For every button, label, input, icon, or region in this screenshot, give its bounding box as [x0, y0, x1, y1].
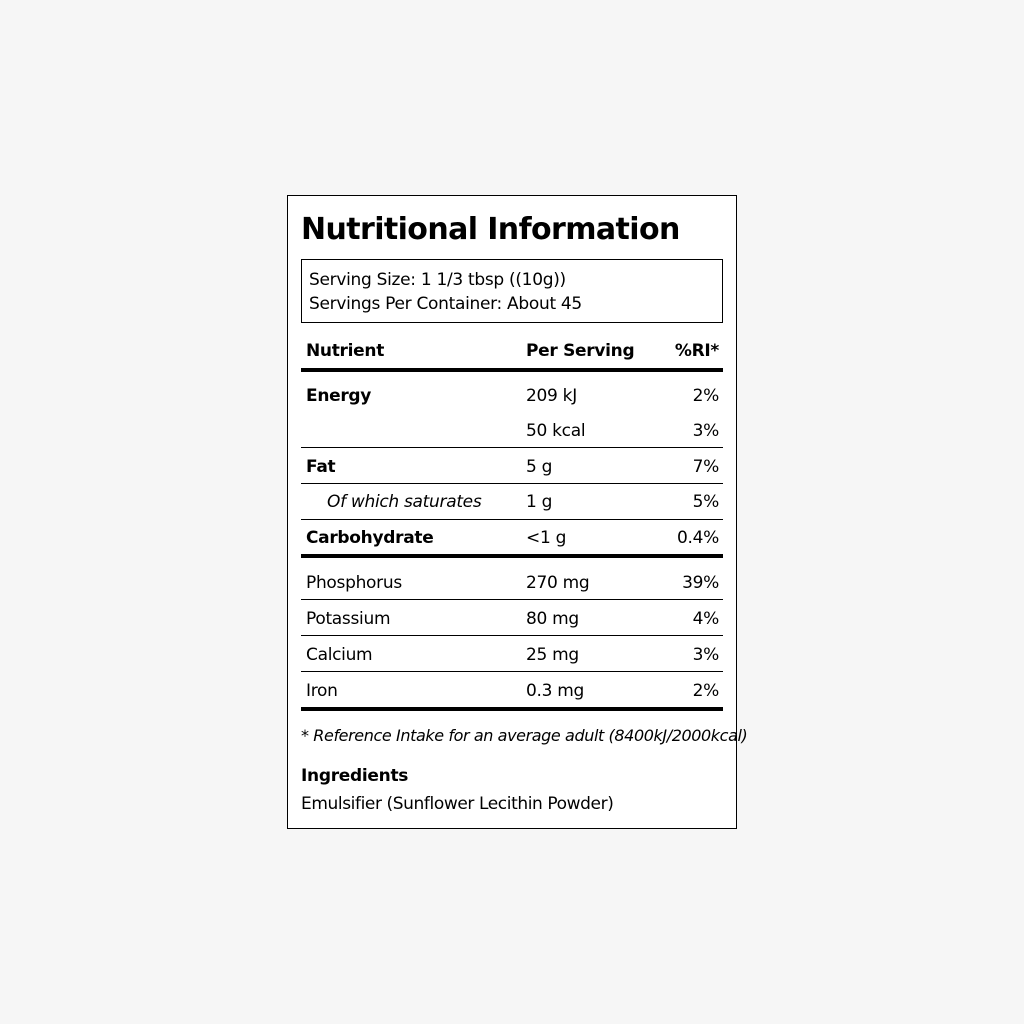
nutrition-label [287, 195, 748, 829]
per-serving-value: 25 mg [526, 645, 579, 665]
per-serving-value: 209 kJ [526, 386, 577, 406]
nutrient-name: Energy [306, 386, 372, 406]
row-divider [301, 635, 723, 636]
ri-value: 4% [692, 609, 719, 629]
reference-intake-footnote: * Reference Intake for an average adult (8400kJ/2000kcal) [301, 726, 748, 745]
ri-value: 3% [692, 645, 719, 665]
nutrient-name: Phosphorus [306, 573, 402, 593]
ri-value: 39% [682, 573, 719, 593]
nutrient-name: Calcium [306, 645, 373, 665]
nutrient-name: Iron [306, 681, 338, 701]
row-divider [301, 599, 723, 600]
per-serving-value: 0.3 mg [526, 681, 584, 701]
ri-value: 3% [692, 421, 719, 441]
per-serving-value: <1 g [526, 528, 567, 548]
header-per-serving: Per Serving [526, 341, 635, 361]
header-divider [301, 368, 723, 372]
ri-value: 0.4% [677, 528, 719, 548]
nutrient-name: Carbohydrate [306, 528, 434, 548]
per-serving-value: 5 g [526, 457, 553, 477]
header-nutrient: Nutrient [306, 341, 385, 361]
ingredients-heading: Ingredients [301, 766, 409, 786]
ri-value: 2% [692, 681, 719, 701]
row-divider [301, 519, 723, 520]
header-ri: %RI* [674, 341, 719, 361]
per-serving-value: 270 mg [526, 573, 590, 593]
section-divider [301, 554, 723, 558]
table-bottom-divider [301, 707, 723, 711]
servings-per-container: Servings Per Container: About 45 [309, 294, 582, 314]
ri-value: 5% [692, 492, 719, 512]
nutrient-name: Fat [306, 457, 336, 477]
row-divider [301, 483, 723, 484]
label-title: Nutritional Information [301, 212, 680, 247]
per-serving-value: 1 g [526, 492, 553, 512]
serving-size: Serving Size: 1 1/3 tbsp ((10g)) [309, 270, 566, 290]
ingredients-text: Emulsifier (Sunflower Lecithin Powder) [301, 794, 614, 814]
serving-info-box [301, 259, 723, 323]
ri-value: 2% [692, 386, 719, 406]
per-serving-value: 50 kcal [526, 421, 586, 441]
nutrient-name: Potassium [306, 609, 391, 629]
per-serving-value: 80 mg [526, 609, 579, 629]
row-divider [301, 671, 723, 672]
row-divider [301, 447, 723, 448]
nutrient-name: Of which saturates [327, 492, 482, 512]
ri-value: 7% [692, 457, 719, 477]
